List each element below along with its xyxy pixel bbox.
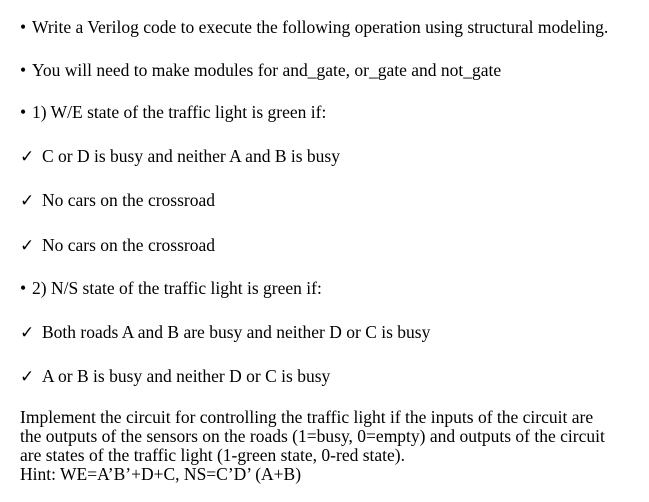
bullet-item-ns-heading <box>20 278 322 298</box>
ns-condition-1 <box>20 322 430 343</box>
bullet-item-structural-modeling <box>20 17 608 37</box>
we-condition-3 <box>20 235 215 256</box>
bullet-text: You will need to make modules for and_gate, or_gate and not_gate <box>32 60 502 80</box>
paragraph-line: the outputs of the sensors on the roads (1=busy, 0=empty) and outputs of the circuit <box>20 426 605 446</box>
we-condition-2 <box>20 190 215 211</box>
bullet-icon: • <box>20 17 27 37</box>
bullet-item-we-heading <box>20 102 326 122</box>
bullet-icon: • <box>20 278 27 298</box>
ns-condition-2 <box>20 366 330 387</box>
bullet-text: Write a Verilog code to execute the following operation using structural modeling. <box>32 17 609 37</box>
check-icon: ✓ <box>20 147 35 167</box>
condition-text: Both roads A and B are busy and neither D or C is busy <box>42 322 431 342</box>
implementation-paragraph <box>20 408 645 484</box>
condition-text: A or B is busy and neither D or C is busy <box>42 366 331 386</box>
paragraph-line: are states of the traffic light (1-green state, 0-red state). <box>20 445 405 465</box>
condition-text: No cars on the crossroad <box>42 235 216 255</box>
condition-text: C or D is busy and neither A and B is busy <box>42 146 340 166</box>
check-icon: ✓ <box>20 367 35 387</box>
we-condition-1 <box>20 146 340 167</box>
condition-text: No cars on the crossroad <box>42 190 216 210</box>
bullet-text: 1) W/E state of the traffic light is green if: <box>32 102 327 122</box>
bullet-icon: • <box>20 60 27 80</box>
bullet-text: 2) N/S state of the traffic light is green if: <box>32 278 322 298</box>
check-icon: ✓ <box>20 236 35 256</box>
hint-line: Hint: WE=A’B’+D+C, NS=C’D’ (A+B) <box>20 464 302 484</box>
check-icon: ✓ <box>20 323 35 343</box>
check-icon: ✓ <box>20 191 35 211</box>
paragraph-line: Implement the circuit for controlling the traffic light if the inputs of the circuit are <box>20 407 594 427</box>
bullet-item-modules <box>20 60 501 80</box>
bullet-icon: • <box>20 102 27 122</box>
